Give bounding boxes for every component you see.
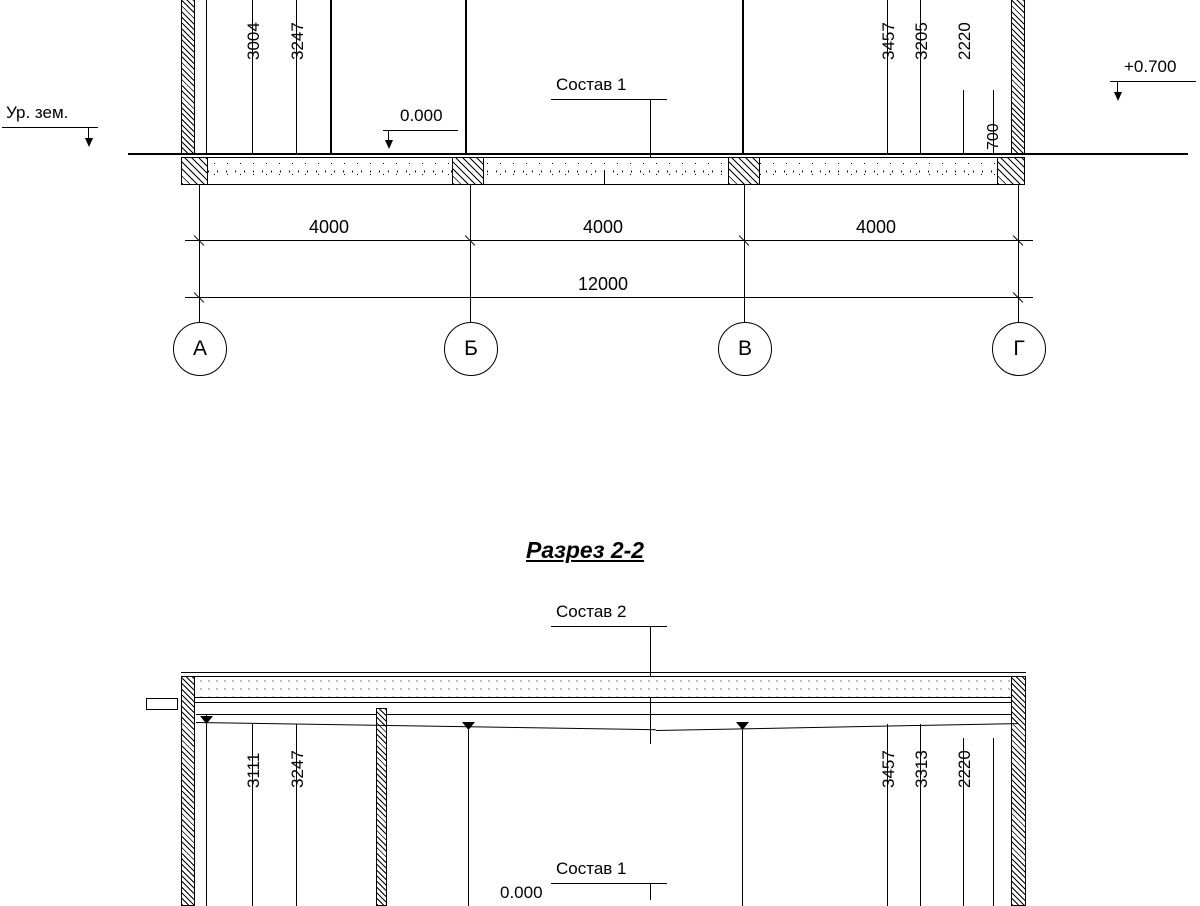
upper-elev-0700-label: +0.700 xyxy=(1124,57,1177,76)
lower-inner-wall xyxy=(376,708,387,906)
grid-bubble-a-label: А xyxy=(192,337,207,360)
lower-truss-line-left xyxy=(196,722,656,730)
lower-sostav1-leader xyxy=(650,883,651,900)
upper-elev-0000-label: 0.000 xyxy=(400,106,443,125)
grid-bubble-d-label: Г xyxy=(1013,337,1025,360)
grid-bubble-c-label: В xyxy=(737,337,752,360)
upper-dim-3247: 3247 xyxy=(288,22,307,60)
lower-truss-line-right xyxy=(656,723,1018,731)
lower-dim-3247: 3247 xyxy=(288,750,307,788)
lower-hanger-5 xyxy=(742,730,743,906)
upper-column-b xyxy=(465,0,467,155)
lower-dim-3457: 3457 xyxy=(879,750,898,788)
lower-dim-3313: 3313 xyxy=(912,750,931,788)
upper-right-wall xyxy=(1011,0,1025,155)
lower-sostav2-label: Состав 2 xyxy=(556,602,627,621)
upper-dim-3004: 3004 xyxy=(244,22,263,60)
upper-dim-3205: 3205 xyxy=(912,22,931,60)
lower-dim-2220: 2220 xyxy=(955,750,974,788)
lower-hanger-9 xyxy=(993,738,994,906)
upper-elev-0000-arrow xyxy=(385,140,393,149)
lower-hanger-2 xyxy=(252,724,253,906)
upper-inner-line-1 xyxy=(206,0,207,155)
dim-bay-3: 4000 xyxy=(856,217,897,237)
lower-hanger-1 xyxy=(206,714,207,906)
dimline-bays xyxy=(185,240,1033,241)
lower-gutter-box xyxy=(146,698,178,710)
section-2-2-title: Разрез 2-2 xyxy=(526,537,645,563)
ground-level-label: Ур. зем. xyxy=(6,103,69,122)
upper-slab-break xyxy=(604,170,605,184)
upper-footing-a xyxy=(181,157,208,185)
upper-dim-3457: 3457 xyxy=(879,22,898,60)
upper-sostav1-label: Состав 1 xyxy=(556,75,627,94)
upper-dim-2220: 2220 xyxy=(955,22,974,60)
bubble-stem-d xyxy=(1018,297,1019,322)
upper-left-wall xyxy=(181,0,195,155)
ground-level-arrow xyxy=(85,138,93,147)
bubble-stem-c xyxy=(744,297,745,322)
lower-dim-3111: 3111 xyxy=(244,752,263,788)
lower-ceiling-line xyxy=(196,714,1018,715)
bubble-stem-b xyxy=(470,297,471,322)
upper-column-b-left xyxy=(330,0,332,155)
dimline-total xyxy=(185,297,1033,298)
grid-bubble-a[interactable] xyxy=(173,322,227,376)
lower-sostav1-label: Состав 1 xyxy=(556,859,627,878)
upper-column-c xyxy=(742,0,744,155)
lower-right-wall xyxy=(1011,676,1026,906)
grid-bubble-b-label: Б xyxy=(464,337,478,360)
upper-footing-b xyxy=(452,157,484,185)
grid-bubble-c[interactable] xyxy=(718,322,772,376)
upper-elev-0700-arrow xyxy=(1114,92,1122,101)
lower-left-wall xyxy=(181,676,195,906)
dim-bay-2: 4000 xyxy=(583,217,624,237)
upper-footing-d xyxy=(997,157,1025,185)
upper-elev-0000-underline xyxy=(383,130,458,131)
dim-total-12000: 12000 xyxy=(578,274,629,294)
upper-elev-0700-underline xyxy=(1110,81,1196,82)
dim-bay-1: 4000 xyxy=(309,217,350,237)
bubble-stem-a xyxy=(199,297,200,322)
grid-bubble-d[interactable] xyxy=(992,322,1046,376)
grid-bubble-b[interactable] xyxy=(444,322,498,376)
lower-roof-top xyxy=(181,672,1026,673)
ground-line xyxy=(128,153,1188,155)
upper-dim-700: 700 xyxy=(985,123,1002,150)
lower-roof-slab xyxy=(181,676,1026,698)
lower-elev-0000-label: 0.000 xyxy=(500,883,543,902)
upper-footing-c xyxy=(728,157,760,185)
upper-inner-line-6 xyxy=(963,90,964,155)
upper-floor-slab xyxy=(181,157,1025,185)
ground-level-underline xyxy=(2,127,98,128)
lower-hanger-4 xyxy=(468,730,469,906)
lower-roof-under xyxy=(190,702,1026,703)
